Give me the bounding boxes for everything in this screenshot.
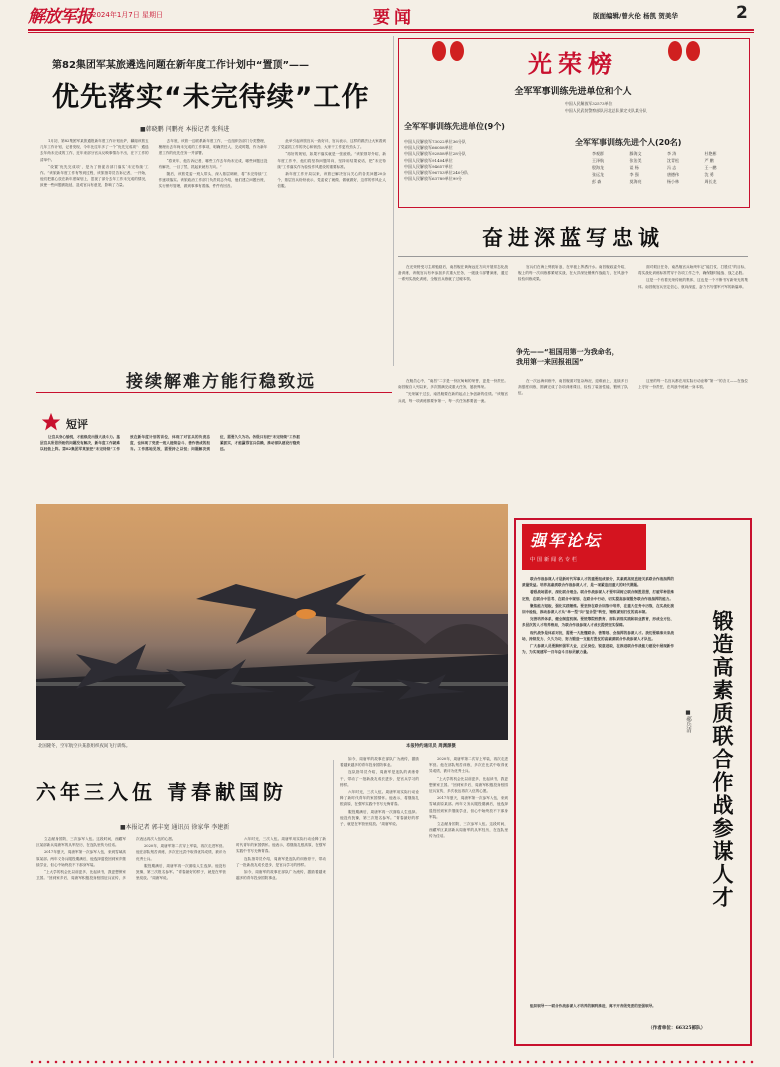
forum-paragraph: 聚焦能力短板，强化实践锤炼。要坚持在联合训练中培养，在重大任务中历练，在实战化演训中检验，推动参谋人才从“单一型”向“复合型”转变，锤炼谋划打仗的真本领。 [522,603,674,615]
honor-unit-item: 中国人民解放军63789单位99分 [404,176,462,182]
lead-kicker: 第82集团军某旅遴选问题在新年度工作计划中“置顶”—— [52,60,310,71]
honor-people-heading: 全军军事训练先进个人(20名) [575,138,682,147]
brief-label: 短评 [66,418,88,431]
page-number: 2 [736,3,748,23]
honor-person-item: 殷海龙 [592,165,604,170]
honor-unit-item: 中国人民解放军91404单位 [404,157,453,163]
recruits-paragraph: “上大学的机会比以前更多，比起读书，我更想保家卫国。”回到家乡后，周唐军积极投身校园征兵宣传，多次表达再次入伍的心愿。 [429,776,508,794]
blue-paragraph: 在光荣榜受习主席勉励后，南昌舰在黄海远近方向开展常态化战备训练，该舰官兵有幸参加多次重大任务，一级战斗部署演练，通过一系列实战化训练，全舰官兵练就了过硬本领。 [398,265,508,282]
recruits-paragraph: 2020年，周唐军第二次穿上军装，再次走进军营。他在部队刻苦训练，多次在比武中取得优异成绩，被评为优秀士兵。 [429,757,508,774]
lead-paragraph: 去年底，该旅一边联系新年度工作，一边组织各部门分类整理，梳理出去年尚未完成的工作事项，明确责任人、完成时限，作为新年度工作的优先任务一并部署。 [158,139,268,156]
forum-paragraph: 现代战争是体系对抗，需要一大批懂联合、善筹划、会指挥的参谋人才。我们要瞄准未来战场，持续发力、久久为功，努力锻造一支能打胜仗的高素质联合作战参谋人才队伍。 [522,630,674,641]
lead-paragraph: 新年度工作开局以来，该旅已解决官兵关心的各类问题20余个，基层官兵纷纷表示，党委说了就做、做就做好，这样的作风让人信服。 [277,172,386,189]
honor-person-item: 彭 森 [592,179,602,184]
issue-date: 2024年1月7日 星期日 [92,11,163,19]
lead-paragraph: “设置‘优先完成项’，是为了督促各部门落实‘未完待续’工作。”该旅新年度工作有等到过程，该旅指导员告诉记者，一开始，他们把重心放在新年度谋划上，忽视了部分去年工作未完成的情况，致使一些问题被拖延，造成官兵有意见，影响了力量。 [40,164,149,188]
jet-photo [36,504,508,740]
lead-paragraph: 随后，该旅党委一班人带头，深入基层调研，将“未完待续”工作逐项落实。该旅政治工作部门负责同志介绍，他们建立问题台账，实行销号管理，做到事事有着落、件件有回音。 [158,172,268,189]
honor-people-list [592,151,742,185]
blue-paragraph: 在舰员心中，“南昌”二字是一份沉甸甸的荣誉，更是一份责任。南昌舰自入列以来，多次圆满完成重大任务，屡获殊荣。 [398,379,508,390]
recruits-paragraph: 如今，周唐军的故事在部队广为流传，激励着越来越多的青年投身国防事业。 [340,757,419,768]
forum-paragraph: 完善培养体系，健全制度机制。要统筹院校教育、部队训练实践和职业教育，形成全方位、多层次的人才培养格局，为联合作战参谋人才成长提供坚实保障。 [522,617,674,628]
honor-org-2: 中国人民武装警察部队河北总队保定支队某分队 [565,107,647,113]
honor-units-heading: 全军军事训练先进单位(9个) [404,122,505,131]
forum-paragraph: 广大参谋人员要胸怀强军大业，立足岗位、锐意进取，在推进联合作战能力建设中展现新作为，为实现建军一百年奋斗目标贡献力量。 [522,644,674,655]
star-icon [40,412,62,432]
blue-subhead: 争先——“祖国用第一为我命名，我用第一来回报祖国” [516,348,619,366]
forum-paragraph: 着眼战场需求，深化联合理念。联合作战参谋人才要牢固树立联合制胜思想，打破军种思维定势，在联合中思考、在联合中谋划、在联合中行动，切实提高参谋服务联合作战指挥的能力。 [522,590,674,601]
recruits-body-2 [340,756,508,1058]
honor-person-item: 杨小林 [667,179,679,184]
blue-paragraph: 官兵们在海上劈波斩浪，在甲板上挥洒汗水。南昌舰政委介绍，舰上的每一次训练都紧贴实战，在大洋深处锤炼作战能力，在风浪中检验训练成果。 [518,265,628,282]
recruits-paragraph: 2017年夏天，周唐军第一次参军入伍，来到雪域高原某部。两年义务兵服役期满后，他选择退役回到家乡继续学业，但心中始终放不下那身军装。 [429,796,508,819]
recruits-paragraph: 2020年，周唐军第二次穿上军装，再次走进军营。他在部队刻苦训练，多次在比武中取得优异成绩，被评为优秀士兵。 [136,844,226,861]
honor-person-item: 张远龙 [592,172,604,177]
honor-unit-item: 中国人民解放军73022单位36分队 [404,139,466,144]
brief-text: 让官兵身心愉悦，才能焕发出强大战斗力。基层官兵所思所盼的问题没有解决，新年度工作就难以轻装上阵。第82集团军某旅把“未完待续”工作放在新年度计划的首位，体现了对官兵的负责态度，也体现了党委一班人接续奋斗、善作善成的担当。工作落地见效，需要持之以恒；问题解决到位，需要久久为功。各级只有把“未完待续”工作抓紧抓实，才能赢得官兵信赖，推动部队建设行稳致远。 [40,435,300,452]
recruits-paragraph: 2017年夏天，周唐军第一次参军入伍，来到雪域高原某部。两年义务兵服役期满后，他选择退役回到家乡继续学业，但心中始终放不下那身军装。 [36,850,126,867]
recruits-byline: ■本报记者 郭丰宽 通讯员 徐家华 李建新 [120,824,230,831]
lead-paragraph: 1月初，第82集团军某旅通报新年度工作计划出炉，翻阅该旅五几年工作计划，记者发现，今年比往年多了一个“优先完成项”：遴选去年尚未完成的工作，近年来部分官兵反映事情办不出，在下工作的清单中。 [40,139,149,162]
honor-org-1: 中国人民解放军32573单位 [565,101,613,106]
honor-person-item: 唐德伟 [667,172,679,177]
honor-person-item: 李 强 [629,172,639,177]
honor-person-item: 莫海亮 [629,179,642,184]
honor-person-item: 李观群 [592,151,604,156]
masthead [28,0,754,30]
lantern-right-icon [668,41,682,61]
blue-paragraph: 在一次远海训练中，南昌舰面对复杂海况，迎难而上，连续多日高强度训练，圆满完成了各项训练课目，检验了装备性能，锻炼了队伍。 [518,379,628,396]
honor-person-item: 严 鹏 [704,158,714,163]
footer-dots [28,1060,754,1064]
recruits-paragraph: 立志献身国防，三次参军入伍。这段时间，西藏军区某部新兵周唐军的从军经历，在连队里传为佳话。 [36,837,126,848]
lead-headline: 优先落实“未完待续”工作 [52,82,370,113]
forum-paragraph: 联合作战参谋人才是新时代军事人才的重要组成部分，其素质高低直接关系联合作战指挥的质量效益。培养高素质联合作战参谋人才，是一项紧迫而重大的时代课题。 [522,577,674,588]
honor-unit-item: 中国人民解放军92858单位28分队 [404,151,466,157]
forum-badge-subtitle: 中国新闻名专栏 [530,557,580,563]
honor-person-item: 周长龙 [704,179,717,184]
lead-body [40,138,386,356]
blue-headline: 奋进深蓝写忠诚 [482,226,664,250]
honor-person-item: 张治美 [629,158,642,163]
photo-caption: 北国隆冬，空军航空兵某旅组织夜间飞行训练。 [38,744,131,749]
blue-paragraph: “光荣属于过去，南昌舰要在新的起点上争创新的佳绩。”该舰官兵说，每一项训练都要争第一，每一次任务都要创一流。 [398,392,508,403]
recruits-paragraph: 立志献身国防，三次参军入伍。这段时间，西藏军区某部新兵周唐军的从军经历，在连队里传为佳话。 [429,822,508,839]
honor-person-item: 李 涛 [667,151,677,156]
recruits-paragraph: 连队指导员介绍，周唐军是连队的训练骨干，带动了一批新战友成长进步，是官兵学习的榜样。 [236,856,326,867]
section-name: 要闻 [373,8,415,28]
photo-credit: 本报特约通讯员 周渊源摄 [406,744,456,749]
honor-unit-item: 中国人民解放军66058单位 [404,145,453,151]
honor-person-item: 谈 杨 [629,165,639,170]
recruits-paragraph: 六年时光，三次入伍。周唐军用实际行动诠释了新时代青年的家国情怀。他表示，将继续扎根高原，在强军实践中书写无悔青春。 [236,837,326,854]
brief-headline: 接续解难方能行稳致远 [126,372,316,392]
honor-person-item: 冯 志 [667,165,677,170]
honor-unit-item: 中国人民解放军94657单位 [404,163,453,169]
honor-subtitle: 全军军事训练先进单位和个人 [514,87,632,97]
honor-person-item: 滕海文 [629,151,642,156]
honor-person-item: 沈青松 [667,158,679,163]
recruits-paragraph: “上大学的机会比以前更多，比起读书，我更想保家卫国。”回到家乡后，周唐军积极投身校园征兵宣传，多次表达再次入伍的心愿。 [36,837,176,881]
lantern-left-icon [432,41,446,61]
forum-author-unit: （作者单位：66325部队） [648,1026,706,1031]
page-editors: 版面编辑/曾火伦 杨凯 贺美华 [593,12,678,20]
honor-orgs [565,101,745,114]
honor-person-item: 杜艳彬 [704,151,717,156]
forum-badge [522,524,646,570]
recruits-paragraph: 六年时光，三次入伍。周唐军用实际行动诠释了新时代青年的家国情怀。他表示，将继续扎根高原，在强军实践中书写无悔青春。 [340,790,419,807]
lead-paragraph: “将来年，他告诉记者，哪些工作去年尚未完成，哪些问题还没有解决，一目了然，抓起来就有方向。” [158,158,268,169]
honor-person-item: 王泽航 [592,158,604,163]
lead-paragraph: “再好的规划，如果不落实就是一张废纸。”该旅领导介绍，新年度工作中，他们将坚持问题导向，坚持用结果说话，把“未完待续”工作落实作为检验作风建设的重要标准。 [277,152,386,169]
recruits-paragraph: 服役期满后，周唐军再一次面临人生选择。他没有犹豫，第三次报名参军。“青春最好的样子，就是在军营里绽放。”周唐军说。 [136,863,226,881]
masthead-rule [28,29,754,31]
recruits-body [36,836,326,1058]
lead-byline: ■韩晓鹏 闫鹏亮 本报记者 张科进 [140,126,230,133]
blue-paragraph: 这里的每一名官兵都在用实际行动诠释“第一”的含义——在战位上守好一份责任，在风浪中练就一身本领。 [638,379,748,390]
recruits-paragraph: 服役期满后，周唐军再一次面临人生选择。他没有犹豫，第三次报名参军。“青春最好的样子，就是在军营里绽放。”周唐军说。 [340,809,419,827]
forum-author: ■郝兵清 [685,710,691,733]
newspaper-logo: 解放军报 [28,7,92,27]
lead-paragraph: 此举引起该旅官兵一致好评，官兵表示，这样的做法让大家看到了党委抓工作的决心和韧劲，大家干工作更有劲头了。 [277,139,386,150]
forum-body [522,576,674,1000]
honor-units-list [404,139,564,182]
forum-badge-title: 强军论坛 [530,531,603,550]
blue-paragraph: 面对艰巨任务，南昌舰官兵始终牢记“能打仗、打胜仗”的目标，将实战化训练标准贯穿于各项工作之中，确保随时能战、战之必胜。 [638,265,748,276]
honor-person-item: 王一鹏 [704,165,717,170]
honor-title: 光荣榜 [528,50,618,78]
recruits-headline: 六年三入伍 青春献国防 [36,780,287,804]
forum-headline: 锻造高素质联合作战参谋人才 [710,610,734,909]
recruits-paragraph: 连队指导员介绍，周唐军是连队的训练骨干，带动了一批新战友成长进步，是官兵学习的榜样。 [340,770,419,787]
forum-footer: 组织领导——联合作战参谋人才培养的顺利推进，离不开各级党委的坚强领导。 [530,1004,656,1008]
recruits-paragraph: 如今，周唐军的故事在部队广为流传，激励着越来越多的青年投身国防事业。 [236,870,326,881]
blue-paragraph: 这是一个有着光荣传统的集体，这也是一个不断书写新荣光的集体。南昌舰官兵坚定信心，航向深蓝，奋力书写强军兴军的新篇章。 [638,278,748,289]
honor-person-item: 沈 勇 [704,172,714,177]
honor-unit-item: 中国人民解放军96753单位240分队 [404,170,469,176]
